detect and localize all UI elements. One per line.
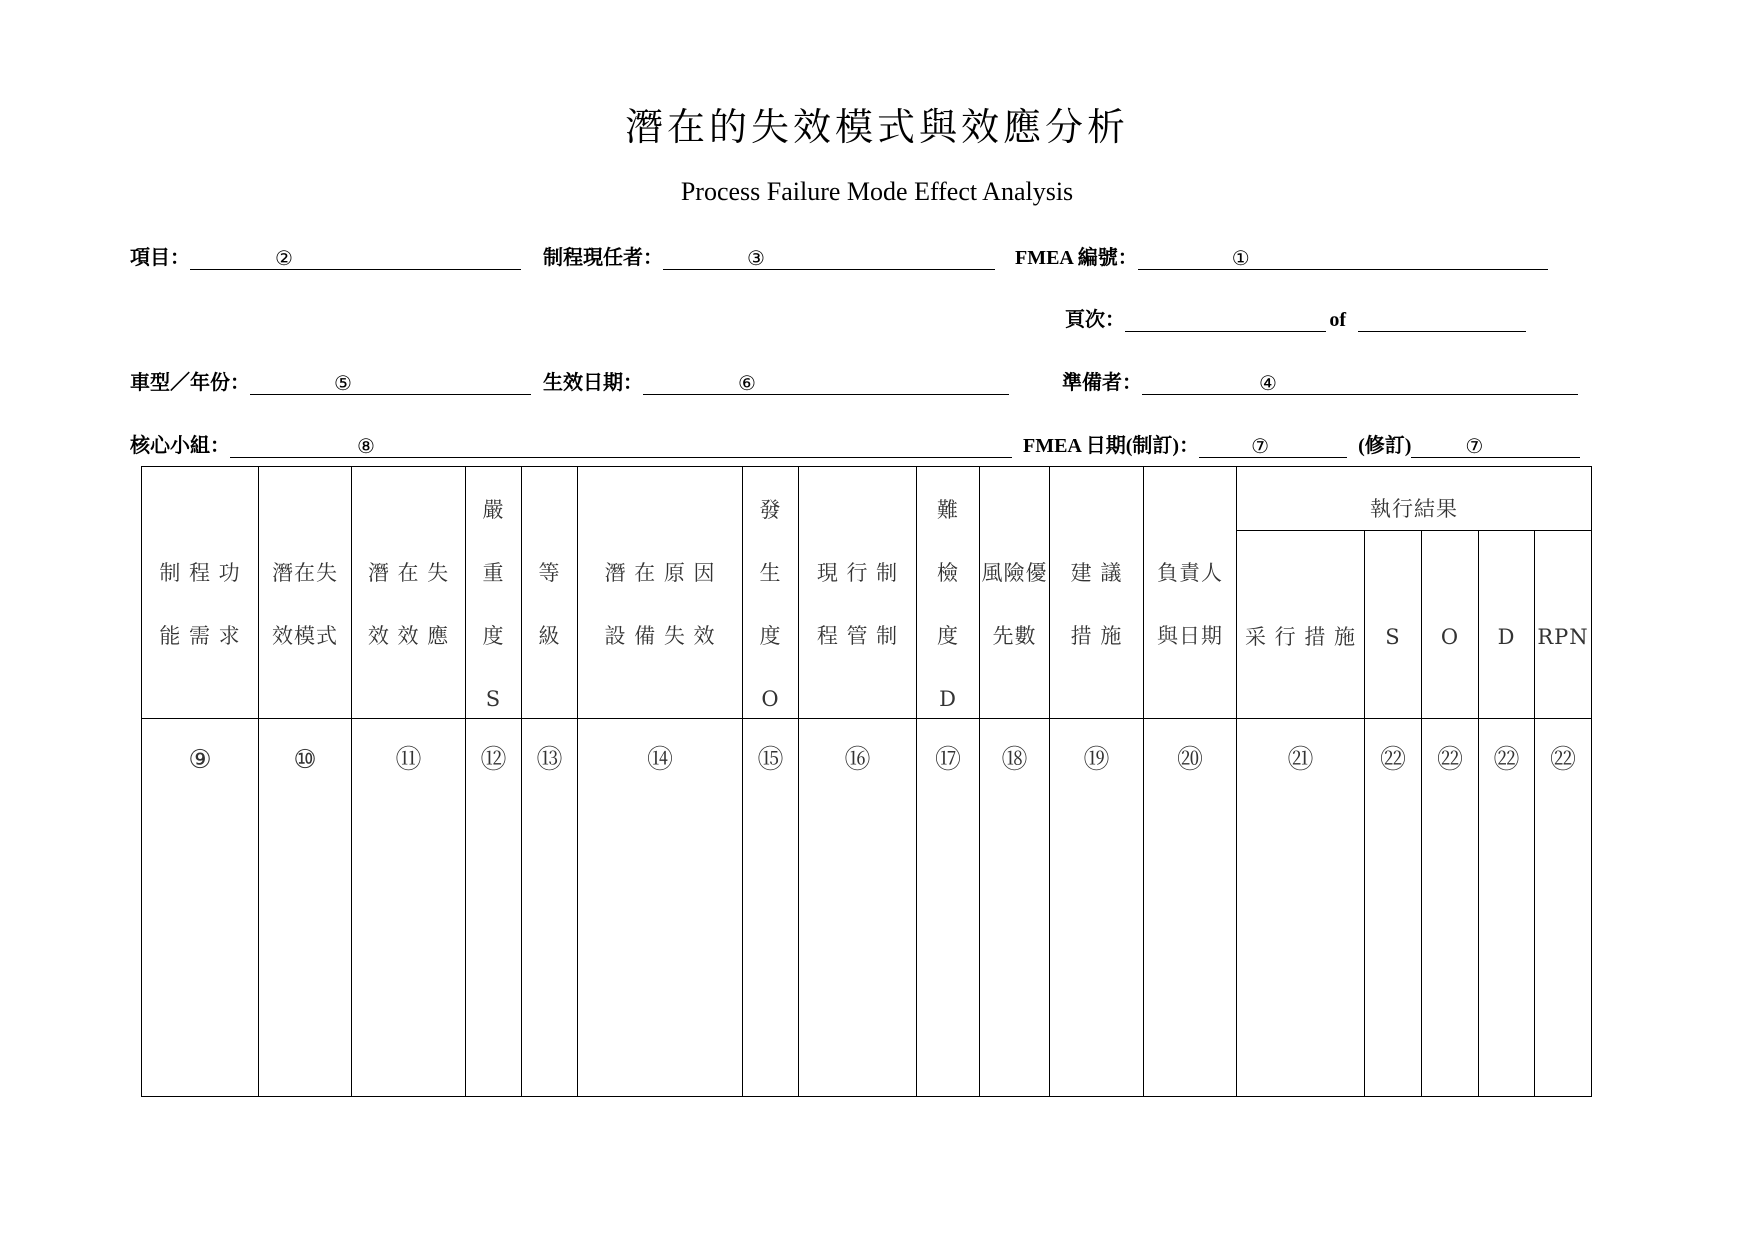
reference-number: ⑳	[1176, 745, 1203, 775]
reference-number: ⑪	[395, 745, 422, 775]
header-line: 等	[538, 561, 561, 585]
header-line: 執行結果	[1370, 497, 1458, 521]
core-team-value: ⑧	[357, 434, 375, 458]
fmea-number-field	[1015, 246, 1548, 270]
prepared-by-value: ④	[1259, 371, 1277, 395]
model-year-blank	[250, 372, 531, 395]
table-cell-result-detection	[1479, 719, 1535, 1097]
page-number-blank	[1125, 309, 1326, 332]
header-line: 設 備 失 效	[604, 624, 716, 648]
header-line: 效模式	[272, 624, 338, 648]
column-header-risk-priority-number	[980, 467, 1050, 719]
fmea-date-revised-blank	[1411, 435, 1580, 458]
reference-number: ⑩	[293, 745, 317, 775]
header-line: 程 管 制	[816, 624, 899, 648]
column-header-result-occurrence	[1422, 531, 1479, 719]
header-line: 能 需 求	[159, 624, 241, 648]
table-cell-occurrence	[743, 719, 799, 1097]
column-header-responsibility-date	[1144, 467, 1237, 719]
page-of-label: of	[1329, 309, 1346, 331]
column-header-potential-cause	[578, 467, 743, 719]
fmea-date-original-blank	[1199, 435, 1347, 458]
core-team-blank	[230, 435, 1012, 458]
column-header-detection	[917, 467, 980, 719]
fmea-number-blank	[1138, 247, 1548, 270]
table-cell-potential-failure-mode	[259, 719, 352, 1097]
item-blank	[190, 247, 521, 270]
table-cell-recommended-action	[1050, 719, 1144, 1097]
column-header-process-function	[142, 467, 259, 719]
page-field	[1065, 308, 1526, 332]
column-header-result-severity	[1365, 531, 1422, 719]
column-header-result-rpn	[1535, 531, 1592, 719]
prepared-by-field	[1062, 371, 1578, 395]
document-title: 潛在的失效模式與效應分析	[624, 105, 1129, 149]
reference-number: ㉑	[1287, 745, 1314, 775]
reference-number: ㉒	[1549, 745, 1576, 775]
page-label: 頁次：	[1065, 309, 1125, 331]
effective-date-label: 生效日期：	[543, 372, 643, 394]
header-line: S	[485, 687, 502, 711]
fmea-date-label: FMEA 日期(制訂)：	[1023, 435, 1200, 457]
table-cell-result-occurrence	[1422, 719, 1479, 1097]
reference-number: ⑨	[188, 745, 212, 775]
header-line: 措 施	[1070, 624, 1123, 648]
page-total-blank	[1358, 309, 1526, 332]
column-header-current-process-control	[799, 467, 917, 719]
process-owner-label: 制程現任者：	[543, 247, 663, 269]
fmea-number-value: ①	[1231, 246, 1250, 270]
effective-date-value: ⑥	[738, 371, 756, 395]
column-header-potential-failure-mode	[259, 467, 352, 719]
model-year-label: 車型／年份：	[130, 372, 250, 394]
process-owner-blank	[663, 247, 995, 270]
header-line: 采 行 措 施	[1244, 625, 1357, 649]
column-group-header-action-results	[1237, 467, 1592, 531]
reference-number: ⑬	[536, 745, 563, 775]
header-line: 現 行 制	[816, 561, 899, 585]
table-cell-potential-cause	[578, 719, 743, 1097]
core-team-field	[130, 434, 1012, 458]
item-field	[130, 246, 521, 270]
table-cell-classification	[522, 719, 578, 1097]
item-label: 項目：	[130, 247, 190, 269]
column-header-potential-failure-effect	[352, 467, 466, 719]
reference-number: ⑯	[844, 745, 871, 775]
table-cell-current-process-control	[799, 719, 917, 1097]
item-value: ②	[275, 246, 293, 270]
column-header-recommended-action	[1050, 467, 1144, 719]
reference-number: ⑫	[480, 745, 507, 775]
column-header-severity	[466, 467, 522, 719]
header-line: 潛在失	[272, 561, 338, 585]
prepared-by-blank	[1142, 372, 1578, 395]
reference-number: ㉒	[1436, 745, 1463, 775]
fmea-number-label: FMEA 編號：	[1015, 247, 1138, 269]
table-cell-process-function	[142, 719, 259, 1097]
header-line: O	[761, 687, 780, 711]
fmea-date-field	[1023, 434, 1580, 458]
table-cell-detection	[917, 719, 980, 1097]
header-line: 潛 在 失	[367, 561, 450, 585]
prepared-by-label: 準備者：	[1062, 372, 1142, 394]
table-cell-responsibility-date	[1144, 719, 1237, 1097]
fmea-date-original-value: ⑦	[1251, 434, 1270, 458]
effective-date-blank	[643, 372, 1009, 395]
document-subtitle: Process Failure Mode Effect Analysis	[680, 177, 1074, 206]
column-header-action-taken	[1237, 531, 1365, 719]
header-line: 度	[759, 624, 782, 648]
header-line: 負責人	[1157, 561, 1223, 585]
header-line: 嚴	[482, 498, 505, 522]
column-header-result-detection	[1479, 531, 1535, 719]
header-line: D	[1497, 625, 1516, 649]
reference-number: ⑰	[934, 745, 961, 775]
table-cell-result-rpn	[1535, 719, 1592, 1097]
table-cell-severity	[466, 719, 522, 1097]
header-line: 建 議	[1070, 561, 1123, 585]
reference-number: ⑮	[757, 745, 784, 775]
reference-number: ⑭	[646, 745, 673, 775]
reference-number: ⑱	[1001, 745, 1028, 775]
table-cell-risk-priority-number	[980, 719, 1050, 1097]
fmea-table	[141, 466, 1592, 1097]
column-header-classification	[522, 467, 578, 719]
header-line: S	[1385, 625, 1401, 649]
header-line: 制 程 功	[159, 561, 241, 585]
table-cell-result-severity	[1365, 719, 1422, 1097]
header-line: 先數	[992, 624, 1037, 648]
column-header-occurrence	[743, 467, 799, 719]
header-line: 生	[759, 561, 782, 585]
header-line: 檢	[937, 561, 959, 585]
effective-date-field	[543, 371, 1009, 395]
header-line: 與日期	[1157, 624, 1223, 648]
header-line: 度	[937, 624, 959, 648]
header-line: D	[939, 687, 957, 711]
header-line: 難	[937, 498, 959, 522]
reference-number: ⑲	[1083, 745, 1110, 775]
process-owner-field	[543, 246, 995, 270]
header-line: O	[1440, 625, 1460, 649]
process-owner-value: ③	[747, 246, 765, 270]
fmea-date-revised-label: (修訂)	[1358, 435, 1412, 457]
header-line: 潛 在 原 因	[604, 561, 716, 585]
header-line: 發	[759, 498, 782, 522]
core-team-label: 核心小組：	[130, 435, 230, 457]
table-cell-potential-failure-effect	[352, 719, 466, 1097]
header-line: 效 效 應	[367, 624, 450, 648]
table-cell-action-taken	[1237, 719, 1365, 1097]
reference-number: ㉒	[1493, 745, 1520, 775]
header-line: 重	[482, 561, 505, 585]
header-line: 風險優	[981, 561, 1048, 585]
model-year-field	[130, 371, 531, 395]
fmea-date-revised-value: ⑦	[1465, 434, 1484, 458]
header-line: RPN	[1537, 625, 1589, 649]
reference-number: ㉒	[1379, 745, 1406, 775]
model-year-value: ⑤	[334, 371, 352, 395]
header-line: 級	[538, 624, 561, 648]
header-line: 度	[482, 624, 505, 648]
